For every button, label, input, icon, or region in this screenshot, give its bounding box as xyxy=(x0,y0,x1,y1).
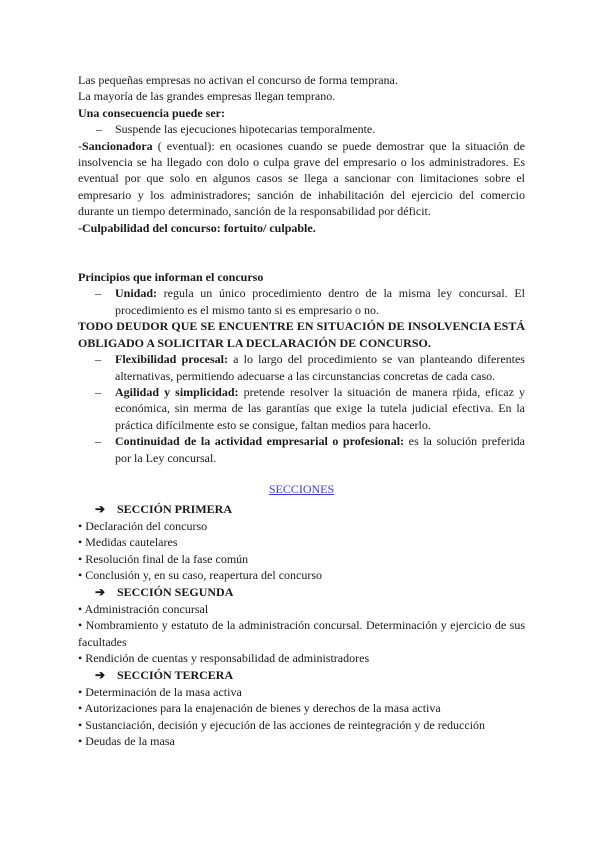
bullet-icon: • xyxy=(78,684,83,699)
arrow-icon: ➔ xyxy=(95,668,106,683)
todo-deudor-statement: TODO DEUDOR QUE SE ENCUENTRE EN SITUACIÓN DE INSOLVENCIA ESTÁ OBLIGADO A SOLICITAR LA DECLARACIÓN DE CONCURSO. xyxy=(78,319,525,350)
secciones-title-row xyxy=(78,481,525,497)
list-item xyxy=(78,700,525,716)
bullet-icon: • xyxy=(78,734,83,749)
dash-marker: – xyxy=(95,352,101,367)
list-item xyxy=(78,551,525,567)
document-page xyxy=(78,72,525,749)
continuidad-term: Continuidad de la actividad empresarial o profesional: xyxy=(115,434,405,449)
principio-agilidad xyxy=(78,384,525,433)
continuidad-text: es la solución preferida por la Ley concursal. xyxy=(115,434,525,465)
sancionadora-term: Sancionadora xyxy=(82,138,153,153)
sancionadora-text: ( eventual): en ocasiones cuando se puede demostrar que la situación de insolvencia se ha llegado con dolo o culpa grave del empresario o los administradores. Es eventual por que solo en algunos casos se llega a sancionar con limitaciones sobre el empresario y los administradores; sanción de inhabilitación del ejercicio del comercio durante un tiempo determinado, sanción de la responsabilidad por déficit. xyxy=(78,138,525,219)
flexibilidad-text: a lo largo del procedimiento se van planteando diferentes alternativas, permitiendo adecuarse a las circunstancias concretas de cada caso. xyxy=(115,352,525,383)
seccion-tercera-heading xyxy=(78,667,525,683)
bullet-icon: • xyxy=(78,535,83,550)
list-item xyxy=(78,733,525,749)
list-item-text: Deudas de la masa xyxy=(85,734,175,749)
list-item xyxy=(78,684,525,700)
principio-flexibilidad xyxy=(78,351,525,384)
agilidad-text: pretende resolver la situación de manera rp̈ida, eficaz y económica, sin merma de las garantías que exige la tutela judicial efectiva. En la práctica difícilmente esto se consigue, faltan medios para hacerlo. xyxy=(115,384,525,432)
consequence-item-text: Suspende las ejecuciones hipotecarias temporalmente. xyxy=(115,122,376,137)
seccion-tercera-label: SECCIÓN TERCERA xyxy=(117,668,234,683)
list-item xyxy=(78,601,525,617)
consequence-item xyxy=(78,121,525,137)
dash-marker: – xyxy=(95,384,101,399)
list-item-text: Declaración del concurso xyxy=(85,518,208,533)
list-item xyxy=(78,617,525,650)
bullet-icon: • xyxy=(78,567,83,582)
agilidad-term: Agilidad y simplicidad: xyxy=(115,384,239,399)
list-item-text: Conclusión y, en su caso, reapertura del concurso xyxy=(85,567,323,582)
culpabilidad-text: Culpabilidad del concurso: fortuito/ culpable. xyxy=(82,220,316,235)
list-item xyxy=(78,567,525,583)
seccion-primera-label: SECCIÓN PRIMERA xyxy=(117,502,233,517)
list-item-text: Resolución final de la fase común xyxy=(85,551,249,566)
list-item xyxy=(78,650,525,666)
dash-marker: – xyxy=(96,122,102,137)
list-item xyxy=(78,518,525,534)
list-item xyxy=(78,534,525,550)
bullet-icon: • xyxy=(78,618,83,633)
principio-continuidad xyxy=(78,433,525,466)
list-item-text: Autorizaciones para la enajenación de bienes y derechos de la masa activa xyxy=(84,701,441,716)
list-item xyxy=(78,717,525,733)
list-item-text: Rendición de cuentas y responsabilidad de administradores xyxy=(85,651,370,665)
seccion-primera-heading xyxy=(78,501,525,517)
spacer xyxy=(78,236,525,269)
consequence-heading: Una consecuencia puede ser: xyxy=(78,105,225,120)
bullet-icon: • xyxy=(78,601,83,616)
bullet-icon: • xyxy=(78,551,83,566)
intro-line-1: Las pequeñas empresas no activan el concurso de forma temprana. xyxy=(78,73,398,87)
unidad-text: regula un único procedimiento dentro de la misma ley concursal. El procedimiento es el mismo tanto si es empresario o no. xyxy=(115,286,525,317)
sancionadora-paragraph: -Sancionadora ( eventual): en ocasiones cuando se puede demostrar que la situación de insolvencia se ha llegado con dolo o culpa grave del empresario o los administradores. Es eventual por que solo en algunos casos se llega a sancionar con limitaciones sobre el empresario y los administradores; sanción de inhabilitación del ejercicio del comercio durante un tiempo determinado, sanción de la responsabilidad por déficit. xyxy=(78,138,525,219)
secciones-title: SECCIONES xyxy=(268,481,335,496)
unidad-term: Unidad: xyxy=(115,286,158,301)
bullet-icon: • xyxy=(78,701,83,716)
dash-marker: – xyxy=(95,286,101,301)
list-item-text: Medidas cautelares xyxy=(85,535,178,550)
bullet-icon: • xyxy=(78,717,83,732)
principio-unidad xyxy=(78,285,525,318)
list-item-text: Sustanciación, decisión y ejecución de las acciones de reintegración y de reducción xyxy=(85,717,486,732)
seccion-segunda-heading xyxy=(78,584,525,600)
dash-marker: – xyxy=(95,434,101,449)
list-item-text: Nombramiento y estatuto de la administración concursal. Determinación y ejercicio de sus facultades xyxy=(78,618,525,649)
culpabilidad-line: -Culpabilidad del concurso: fortuito/ culpable. xyxy=(78,220,316,235)
bullet-icon: • xyxy=(78,651,83,665)
arrow-icon: ➔ xyxy=(95,502,106,517)
bullet-icon: • xyxy=(78,518,83,533)
seccion-segunda-label: SECCIÓN SEGUNDA xyxy=(117,585,234,600)
principios-heading: Principios que informan el concurso xyxy=(78,270,264,285)
list-item-text: Determinación de la masa activa xyxy=(85,684,242,699)
arrow-icon: ➔ xyxy=(95,585,106,600)
intro-line-2: La mayoría de las grandes empresas llegan temprano. xyxy=(78,89,336,104)
flexibilidad-term: Flexibilidad procesal: xyxy=(115,352,228,367)
list-item-text: Administración concursal xyxy=(84,601,209,616)
